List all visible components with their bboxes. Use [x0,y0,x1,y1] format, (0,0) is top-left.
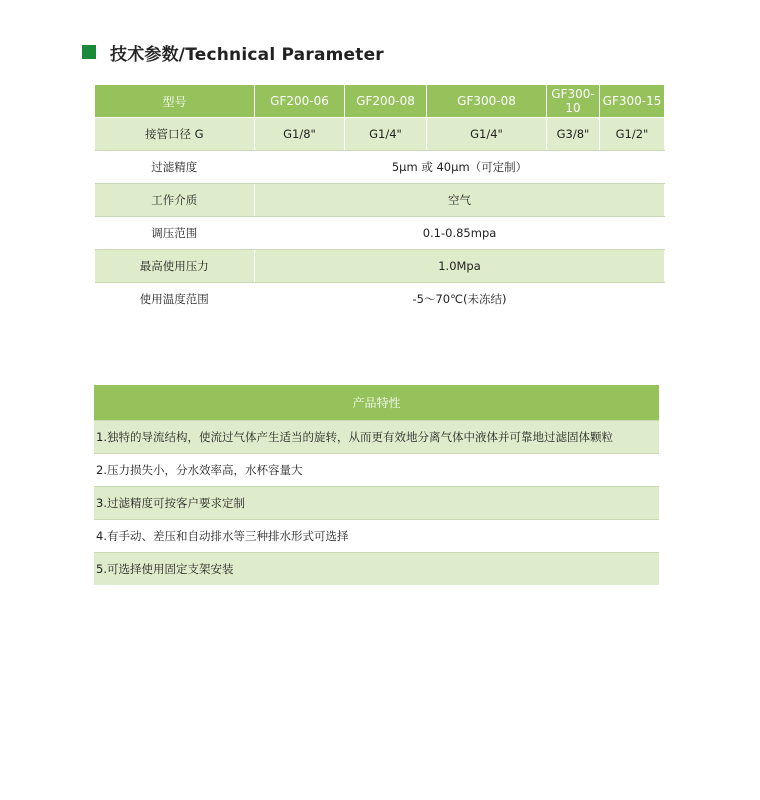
product-features-table [94,385,659,585]
row-label: 最高使用压力 [95,250,255,283]
list-item [94,421,659,454]
table-row [95,184,665,217]
row-label: 使用温度范围 [95,283,255,316]
model-header-cell: GF200-06 [255,85,345,118]
table-row [95,250,665,283]
row-label: 工作介质 [95,184,255,217]
features-header-row [94,385,659,421]
table-row [95,118,665,151]
table-row [95,217,665,250]
table-cell: G3/8" [547,118,600,151]
table-cell: -5～70℃(未冻结) [255,283,665,316]
table-cell: 1.0Mpa [255,250,665,283]
table-header-row [95,85,665,118]
table-cell: 5μm 或 40μm（可定制） [255,151,665,184]
feature-text: 5.可选择使用固定支架安装 [94,553,659,586]
table-cell: 0.1-0.85mpa [255,217,665,250]
row-label: 调压范围 [95,217,255,250]
section-heading [82,40,384,64]
model-header-cell: GF200-08 [345,85,427,118]
feature-text: 3.过滤精度可按客户要求定制 [94,487,659,520]
model-header-cell: GF300-08 [427,85,547,118]
table-cell: 空气 [255,184,665,217]
list-item [94,454,659,487]
model-header-label: 型号 [95,85,255,118]
row-label: 过滤精度 [95,151,255,184]
section-title: 技术参数/Technical Parameter [110,44,384,65]
list-item [94,553,659,586]
list-item [94,520,659,553]
table-cell: G1/8" [255,118,345,151]
table-cell: G1/2" [600,118,665,151]
list-item [94,487,659,520]
technical-parameter-table [94,84,665,315]
model-header-cell: GF300-10 [547,85,600,118]
table-cell: G1/4" [345,118,427,151]
row-label: 接管口径 G [95,118,255,151]
features-header: 产品特性 [94,385,659,421]
feature-text: 2.压力损失小，分水效率高，水杯容量大 [94,454,659,487]
table-row [95,151,665,184]
feature-text: 1.独特的导流结构，使流过气体产生适当的旋转，从而更有效地分离气体中液体并可靠地过滤固体颗粒 [94,421,659,454]
feature-text: 4.有手动、差压和自动排水等三种排水形式可选择 [94,520,659,553]
heading-square-icon [82,45,96,59]
model-header-cell: GF300-15 [600,85,665,118]
table-cell: G1/4" [427,118,547,151]
table-row [95,283,665,316]
